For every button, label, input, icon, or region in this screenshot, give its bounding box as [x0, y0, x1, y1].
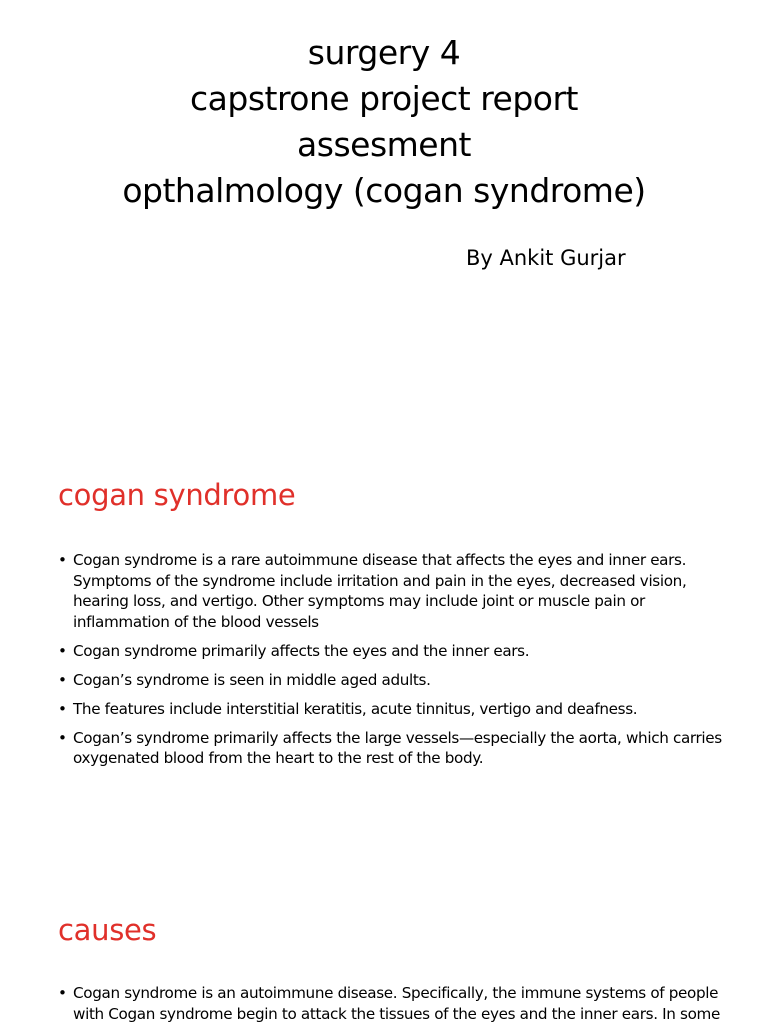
overview-slide	[0, 430, 768, 850]
bullet-icon: •	[58, 984, 67, 1002]
slide-heading: cogan syndrome	[58, 478, 296, 512]
bullet-icon: •	[58, 641, 67, 660]
bullet-text: Cogan’s syndrome is seen in middle aged adults.	[73, 670, 431, 689]
bullet-icon: •	[58, 670, 67, 689]
bullet-text: Cogan’s syndrome primarily affects the large vessels—especially the aorta, which carries oxygenated blood from the heart to the rest of the body.	[73, 728, 722, 767]
bullet-list	[58, 550, 738, 777]
bullet-icon: •	[58, 699, 67, 718]
bullet-list	[58, 983, 738, 1024]
bullet-text: Cogan syndrome is a rare autoimmune disease that affects the eyes and inner ears. Symptoms of the syndrome include irritation and pain in the eyes, decreased vision, hearing loss, and vertigo. Other symptoms may include joint or muscle pain or inflammation of the blood vessels	[73, 551, 687, 631]
slide-title	[0, 30, 768, 214]
bullet-icon: •	[58, 551, 67, 569]
bullet-item	[58, 670, 738, 691]
bullet-item	[58, 699, 738, 720]
causes-slide	[0, 880, 768, 1024]
bullet-icon: •	[58, 728, 67, 747]
title-line: surgery 4	[307, 33, 461, 72]
slide-heading: causes	[58, 913, 157, 947]
bullet-item	[58, 550, 738, 632]
title-line: opthalmology (cogan syndrome)	[122, 171, 646, 210]
title-line: assesment	[297, 125, 471, 164]
bullet-item	[58, 641, 738, 662]
title-slide	[0, 0, 768, 420]
author-byline: By Ankit Gurjar	[466, 246, 626, 270]
title-line: capstrone project report	[190, 79, 578, 118]
bullet-text: The features include interstitial keratitis, acute tinnitus, vertigo and deafness.	[73, 699, 638, 718]
bullet-text: Cogan syndrome is an autoimmune disease. Specifically, the immune systems of people with Cogan syndrome begin to attack the tissues of the eyes and the inner ears. In some	[73, 984, 720, 1023]
bullet-text: Cogan syndrome primarily affects the eyes and the inner ears.	[73, 641, 530, 660]
bullet-item	[58, 728, 738, 769]
bullet-item	[58, 983, 738, 1024]
